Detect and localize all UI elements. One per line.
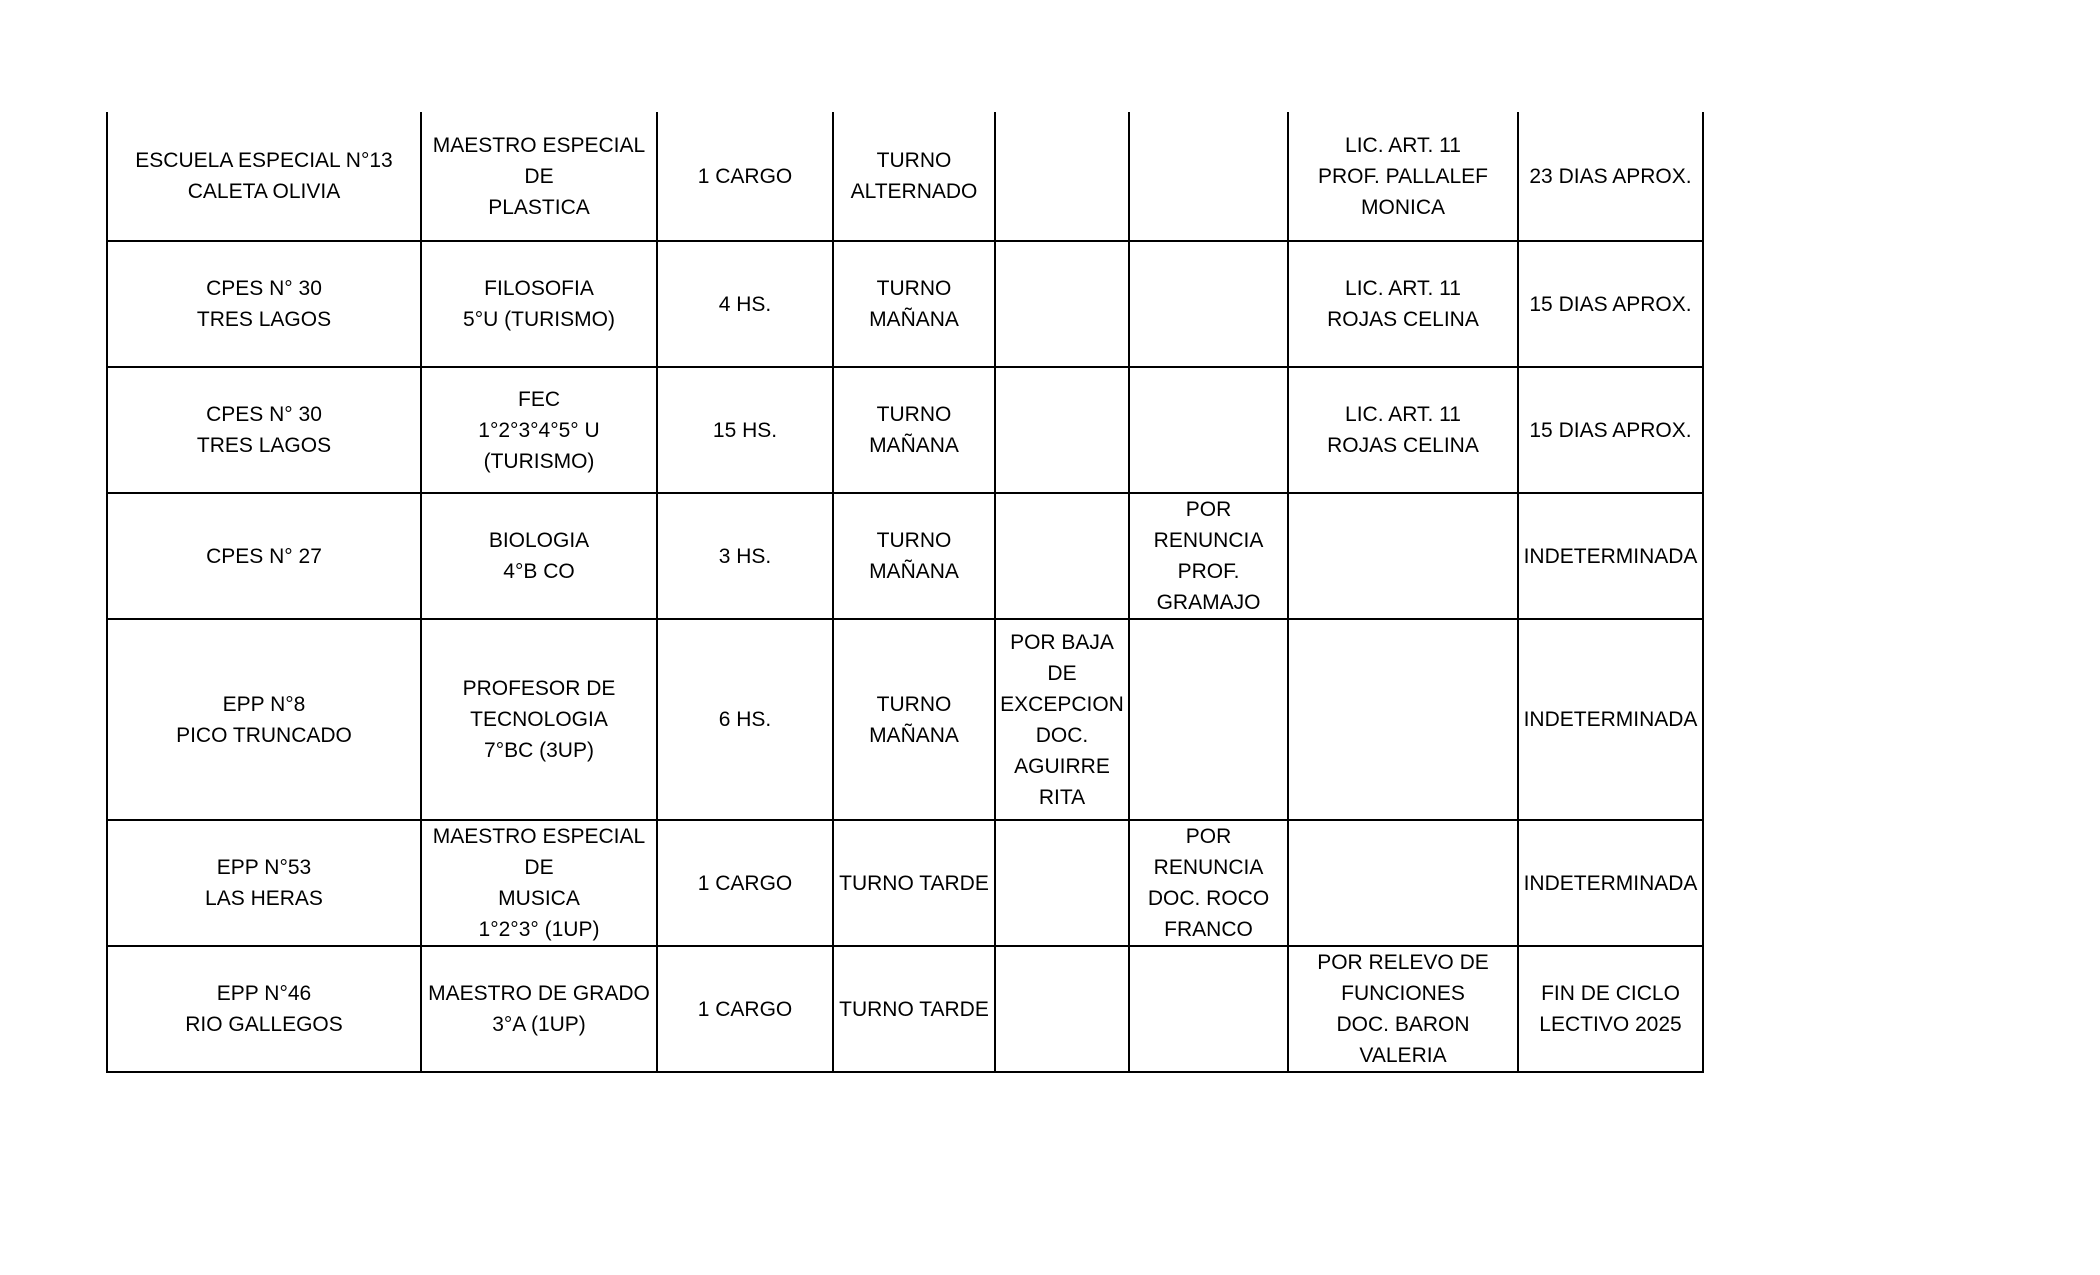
cell-duration: INDETERMINADA	[1518, 493, 1703, 619]
cell-hours: 15 HS.	[657, 367, 833, 493]
cell-hours: 1 CARGO	[657, 946, 833, 1072]
cell-shift: TURNO TARDE	[833, 820, 995, 946]
cell-position: MAESTRO ESPECIAL DE PLASTICA	[421, 112, 657, 241]
cell-shift: TURNO MAÑANA	[833, 493, 995, 619]
cell-shift: TURNO MAÑANA	[833, 241, 995, 367]
cell-position: MAESTRO ESPECIAL DE MUSICA 1°2°3° (1UP)	[421, 820, 657, 946]
cell-resignation: POR RENUNCIA PROF. GRAMAJO	[1129, 493, 1288, 619]
cell-license: LIC. ART. 11 ROJAS CELINA	[1288, 241, 1518, 367]
table-row	[107, 820, 1703, 946]
cell-hours: 6 HS.	[657, 619, 833, 820]
cell-resignation	[1129, 619, 1288, 820]
cell-duration: INDETERMINADA	[1518, 820, 1703, 946]
cell-resignation: POR RENUNCIA DOC. ROCO FRANCO	[1129, 820, 1288, 946]
cell-school: CPES N° 27	[107, 493, 421, 619]
cell-school: ESCUELA ESPECIAL N°13 CALETA OLIVIA	[107, 112, 421, 241]
cell-school: CPES N° 30 TRES LAGOS	[107, 367, 421, 493]
cell-duration: 23 DIAS APROX.	[1518, 112, 1703, 241]
cell-school: EPP N°8 PICO TRUNCADO	[107, 619, 421, 820]
cell-leave-reason: POR BAJA DE EXCEPCION DOC. AGUIRRE RITA	[995, 619, 1129, 820]
cell-resignation	[1129, 241, 1288, 367]
cell-duration: INDETERMINADA	[1518, 619, 1703, 820]
cell-school: EPP N°46 RIO GALLEGOS	[107, 946, 421, 1072]
cell-leave-reason	[995, 367, 1129, 493]
cell-resignation	[1129, 112, 1288, 241]
cell-duration: FIN DE CICLO LECTIVO 2025	[1518, 946, 1703, 1072]
cell-hours: 1 CARGO	[657, 112, 833, 241]
cell-position: FEC 1°2°3°4°5° U (TURISMO)	[421, 367, 657, 493]
cell-duration: 15 DIAS APROX.	[1518, 241, 1703, 367]
cell-license	[1288, 493, 1518, 619]
table-row	[107, 946, 1703, 1072]
cell-school: EPP N°53 LAS HERAS	[107, 820, 421, 946]
cell-position: BIOLOGIA 4°B CO	[421, 493, 657, 619]
cell-license	[1288, 820, 1518, 946]
table-row	[107, 619, 1703, 820]
vacancies-table	[106, 112, 1704, 1073]
cell-hours: 4 HS.	[657, 241, 833, 367]
cell-leave-reason	[995, 946, 1129, 1072]
cell-leave-reason	[995, 820, 1129, 946]
cell-position: PROFESOR DE TECNOLOGIA 7°BC (3UP)	[421, 619, 657, 820]
cell-position: FILOSOFIA 5°U (TURISMO)	[421, 241, 657, 367]
table-row	[107, 112, 1703, 241]
cell-license	[1288, 619, 1518, 820]
table-row	[107, 367, 1703, 493]
cell-resignation	[1129, 946, 1288, 1072]
cell-hours: 1 CARGO	[657, 820, 833, 946]
table-row	[107, 241, 1703, 367]
cell-shift: TURNO TARDE	[833, 946, 995, 1072]
cell-position: MAESTRO DE GRADO 3°A (1UP)	[421, 946, 657, 1072]
cell-resignation	[1129, 367, 1288, 493]
cell-leave-reason	[995, 241, 1129, 367]
cell-license: LIC. ART. 11 PROF. PALLALEF MONICA	[1288, 112, 1518, 241]
cell-shift: TURNO ALTERNADO	[833, 112, 995, 241]
cell-hours: 3 HS.	[657, 493, 833, 619]
cell-license: POR RELEVO DE FUNCIONES DOC. BARON VALERIA	[1288, 946, 1518, 1072]
table-row	[107, 493, 1703, 619]
cell-shift: TURNO MAÑANA	[833, 619, 995, 820]
cell-leave-reason	[995, 112, 1129, 241]
cell-shift: TURNO MAÑANA	[833, 367, 995, 493]
cell-license: LIC. ART. 11 ROJAS CELINA	[1288, 367, 1518, 493]
cell-leave-reason	[995, 493, 1129, 619]
cell-school: CPES N° 30 TRES LAGOS	[107, 241, 421, 367]
cell-duration: 15 DIAS APROX.	[1518, 367, 1703, 493]
